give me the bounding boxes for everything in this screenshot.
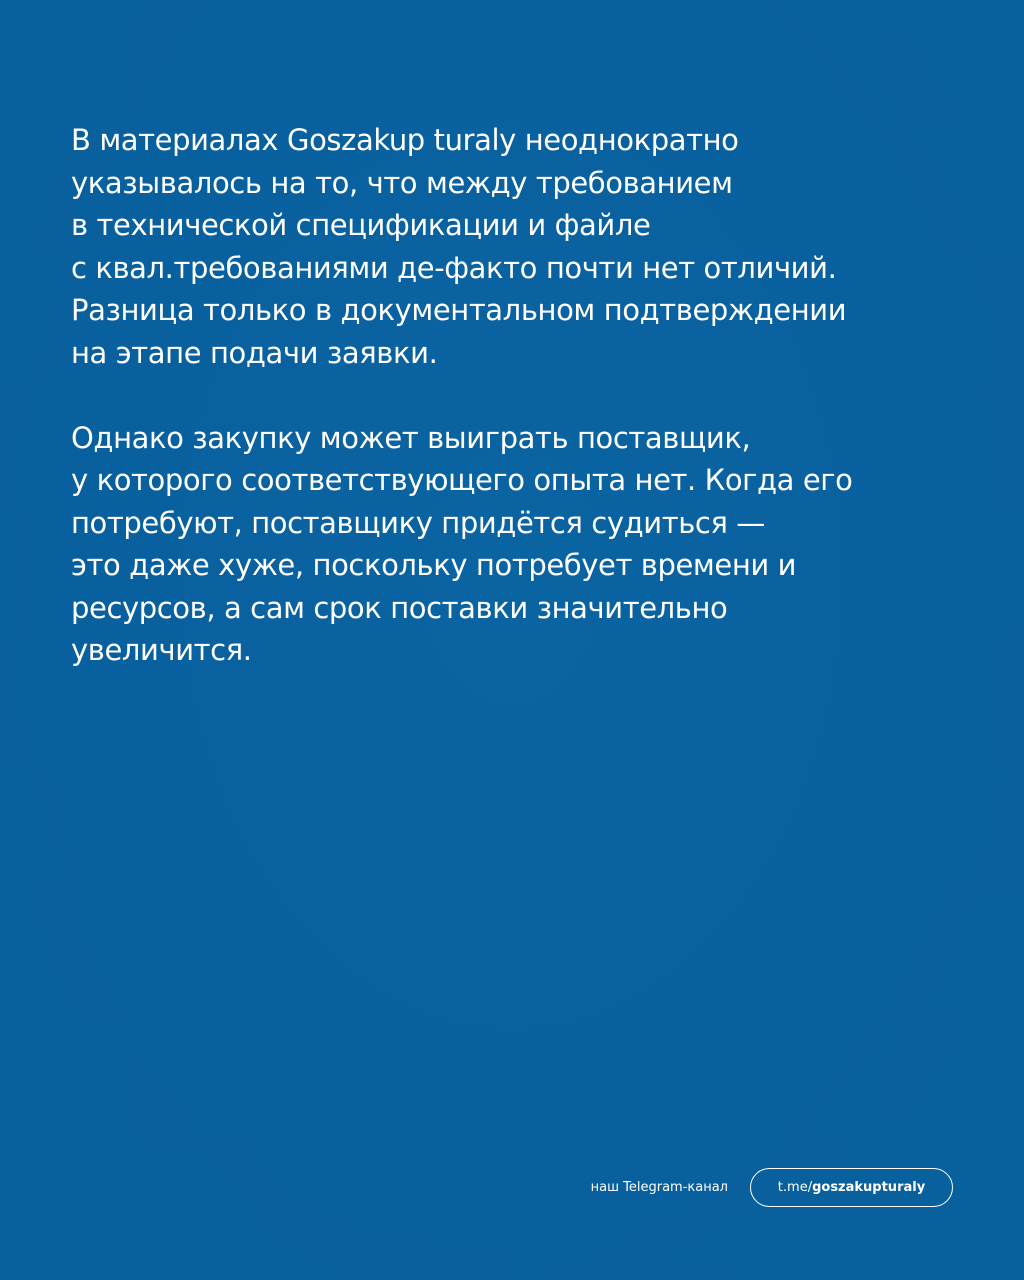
text-line: указывалось на то, что между требованием <box>71 165 733 200</box>
text-line: это даже хуже, поскольку потребует времени и <box>71 548 797 582</box>
text-line: Однако закупку может выиграть поставщик, <box>71 420 751 455</box>
paragraph-1 <box>71 119 971 374</box>
text-line: увеличится. <box>71 633 252 667</box>
text-line: у которого соответствующего опыта нет. Когда его <box>71 463 853 497</box>
text-line: Разница только в документальном подтверждении <box>71 293 847 327</box>
text-line: потребуют, поставщику придётся судиться — <box>71 505 765 540</box>
telegram-channel-link[interactable] <box>750 1168 953 1207</box>
text-line: на этапе подачи заявки. <box>71 335 438 370</box>
telegram-channel-label: наш Telegram-канал <box>590 1179 728 1195</box>
text-line: В материалах Goszakup turaly неоднократно <box>71 123 739 157</box>
link-handle: goszakupturaly <box>812 1179 926 1195</box>
text-line: в технической спецификации и файле <box>71 208 651 242</box>
body-text <box>71 119 971 672</box>
text-line: с квал.требованиями де-факто почти нет отличий. <box>71 250 837 285</box>
paragraph-2 <box>71 417 971 672</box>
link-prefix: t.me/ <box>777 1179 813 1195</box>
footer <box>591 1167 953 1207</box>
text-line: ресурсов, а сам срок поставки значительно <box>71 590 728 625</box>
